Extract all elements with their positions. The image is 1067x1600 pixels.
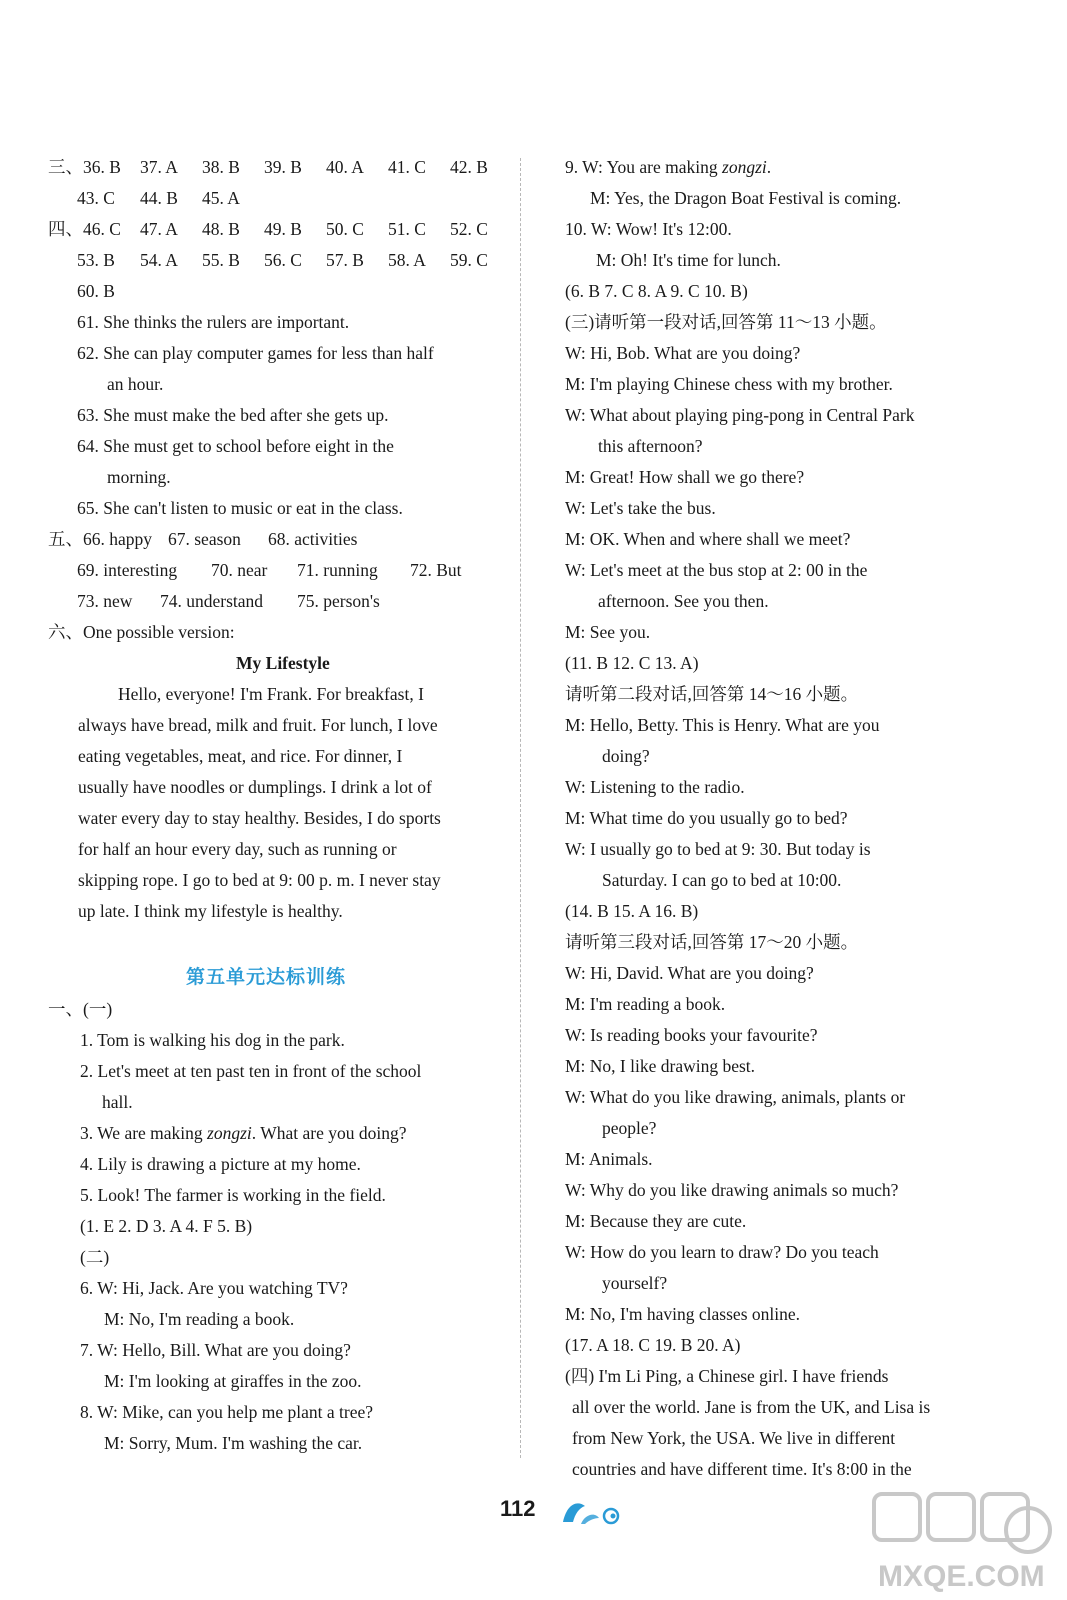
answer-item: 65. She can't listen to music or eat in the class. xyxy=(77,498,403,518)
sentence: 4. Lily is drawing a picture at my home. xyxy=(80,1154,361,1174)
dialogue-line: M: No, I'm reading a book. xyxy=(104,1309,295,1329)
section-heading: 请听第二段对话,回答第 14～16 小题。 xyxy=(565,684,859,704)
answer-row: 69. interesting 70. near 71. running 72. But xyxy=(77,560,462,580)
essay-title: My Lifestyle xyxy=(236,653,330,673)
dialogue-line: M: No, I like drawing best. xyxy=(565,1056,756,1076)
dialogue-line: W: Why do you like drawing animals so much? xyxy=(565,1180,899,1200)
dialogue-line: 8. W: Mike, can you help me plant a tree? xyxy=(80,1402,374,1422)
sentence: 5. Look! The farmer is working in the field. xyxy=(80,1185,386,1205)
passage-line: from New York, the USA. We live in different xyxy=(572,1428,896,1448)
dialogue-line: W: Is reading books your favourite? xyxy=(565,1025,818,1045)
dialogue-line: 6. W: Hi, Jack. Are you watching TV? xyxy=(80,1278,348,1298)
dialogue-line: 9. W: You are making zongzi. xyxy=(565,157,772,177)
dialogue-line: doing? xyxy=(602,746,650,766)
sentence-cont: hall. xyxy=(102,1092,133,1112)
dialogue-line: M: I'm reading a book. xyxy=(565,994,726,1014)
answer-item: 60. B xyxy=(77,281,115,301)
dialogue-line: M: Because they are cute. xyxy=(565,1211,747,1231)
dialogue-line: W: Hi, David. What are you doing? xyxy=(565,963,814,983)
essay-line: skipping rope. I go to bed at 9: 00 p. m. I never stay xyxy=(78,870,441,890)
answer-key: (17. A 18. C 19. B 20. A) xyxy=(565,1335,741,1355)
dialogue-line: W: What do you like drawing, animals, plants or xyxy=(565,1087,906,1107)
section-heading: 请听第三段对话,回答第 17～20 小题。 xyxy=(565,932,859,952)
answer-key: (11. B 12. C 13. A) xyxy=(565,653,699,673)
section-heading: (四) I'm Li Ping, a Chinese girl. I have friends xyxy=(565,1366,889,1386)
answer-item: 62. She can play computer games for less than half xyxy=(77,343,434,363)
essay-line: eating vegetables, meat, and rice. For dinner, I xyxy=(78,746,403,766)
sentence: 2. Let's meet at ten past ten in front of the school xyxy=(80,1061,422,1081)
dialogue-line: 10. W: Wow! It's 12:00. xyxy=(565,219,732,239)
dialogue-line: yourself? xyxy=(602,1273,668,1293)
answer-item: 63. She must make the bed after she gets up. xyxy=(77,405,389,425)
dialogue-line: W: What about playing ping-pong in Central Park xyxy=(565,405,915,425)
answer-key: (6. B 7. C 8. A 9. C 10. B) xyxy=(565,281,748,301)
section-heading: (三)请听第一段对话,回答第 11～13 小题。 xyxy=(565,312,887,332)
essay-line: Hello, everyone! I'm Frank. For breakfast, I xyxy=(118,684,424,704)
sentence: 1. Tom is walking his dog in the park. xyxy=(80,1030,345,1050)
dialogue-line: this afternoon? xyxy=(598,436,703,456)
column-divider xyxy=(520,158,521,1458)
passage-line: all over the world. Jane is from the UK, and Lisa is xyxy=(572,1397,931,1417)
dialogue-line: Saturday. I can go to bed at 10:00. xyxy=(602,870,842,890)
dialogue-line: W: How do you learn to draw? Do you teach xyxy=(565,1242,879,1262)
answer-key: (14. B 15. A 16. B) xyxy=(565,901,699,921)
essay-line: always have bread, milk and fruit. For lunch, I love xyxy=(78,715,438,735)
wave-decoration-icon xyxy=(555,1494,635,1528)
dialogue-line: M: OK. When and where shall we meet? xyxy=(565,529,851,549)
answer-row: 73. new 74. understand 75. person's xyxy=(77,591,380,611)
dialogue-line: M: Animals. xyxy=(565,1149,653,1169)
answer-row: 五、66. happy 67. season 68. activities xyxy=(48,529,358,549)
answer-item-cont: morning. xyxy=(107,467,171,487)
dialogue-line: W: Hi, Bob. What are you doing? xyxy=(565,343,801,363)
dialogue-line: afternoon. See you then. xyxy=(598,591,769,611)
dialogue-line: W: Let's take the bus. xyxy=(565,498,716,518)
dialogue-line: M: Hello, Betty. This is Henry. What are you xyxy=(565,715,880,735)
dialogue-line: M: Yes, the Dragon Boat Festival is coming. xyxy=(590,188,902,208)
essay-line: for half an hour every day, such as running or xyxy=(78,839,397,859)
essay-line: usually have noodles or dumplings. I drink a lot of xyxy=(78,777,432,797)
answer-item: 61. She thinks the rulers are important. xyxy=(77,312,350,332)
dialogue-line: M: What time do you usually go to bed? xyxy=(565,808,848,828)
dialogue-line: M: Sorry, Mum. I'm washing the car. xyxy=(104,1433,363,1453)
dialogue-line: W: I usually go to bed at 9: 30. But today is xyxy=(565,839,871,859)
answer-row: 43. C 44. B 45. A xyxy=(77,188,240,208)
page-number: 112 xyxy=(500,1496,536,1521)
answer-row: 53. B 54. A 55. B 56. C 57. B 58. A 59. C xyxy=(77,250,488,270)
dialogue-line: people? xyxy=(602,1118,657,1138)
answer-key: (1. E 2. D 3. A 4. F 5. B) xyxy=(80,1216,253,1236)
answer-row: 三、36. B 37. A 38. B 39. B 40. A 41. C 42. B xyxy=(48,157,488,177)
section-heading: (二) xyxy=(80,1247,110,1267)
svg-text:MXQE.COM: MXQE.COM xyxy=(878,1560,1045,1593)
dialogue-line: M: See you. xyxy=(565,622,651,642)
essay-line: up late. I think my lifestyle is healthy. xyxy=(78,901,343,921)
dialogue-line: W: Let's meet at the bus stop at 2: 00 in the xyxy=(565,560,868,580)
dialogue-line: 7. W: Hello, Bill. What are you doing? xyxy=(80,1340,351,1360)
watermark-logo xyxy=(870,1490,1060,1600)
dialogue-line: M: I'm looking at giraffes in the zoo. xyxy=(104,1371,362,1391)
answer-item-cont: an hour. xyxy=(107,374,164,394)
sentence: 3. We are making zongzi. What are you doing? xyxy=(80,1123,407,1143)
dialogue-line: M: No, I'm having classes online. xyxy=(565,1304,800,1324)
dialogue-line: M: Oh! It's time for lunch. xyxy=(596,250,781,270)
section-heading: 一、(一) xyxy=(48,999,113,1019)
essay-line: water every day to stay healthy. Besides, I do sports xyxy=(78,808,441,828)
answer-row: 四、46. C 47. A 48. B 49. B 50. C 51. C 52. C xyxy=(48,219,488,239)
answer-item: 64. She must get to school before eight in the xyxy=(77,436,394,456)
dialogue-line: M: Great! How shall we go there? xyxy=(565,467,805,487)
unit-title: 第五单元达标训练 xyxy=(186,967,347,988)
passage-line: countries and have different time. It's 8:00 in the xyxy=(572,1459,912,1479)
dialogue-line: W: Listening to the radio. xyxy=(565,777,745,797)
dialogue-line: M: I'm playing Chinese chess with my brother. xyxy=(565,374,893,394)
section-heading: 六、One possible version: xyxy=(48,622,235,642)
